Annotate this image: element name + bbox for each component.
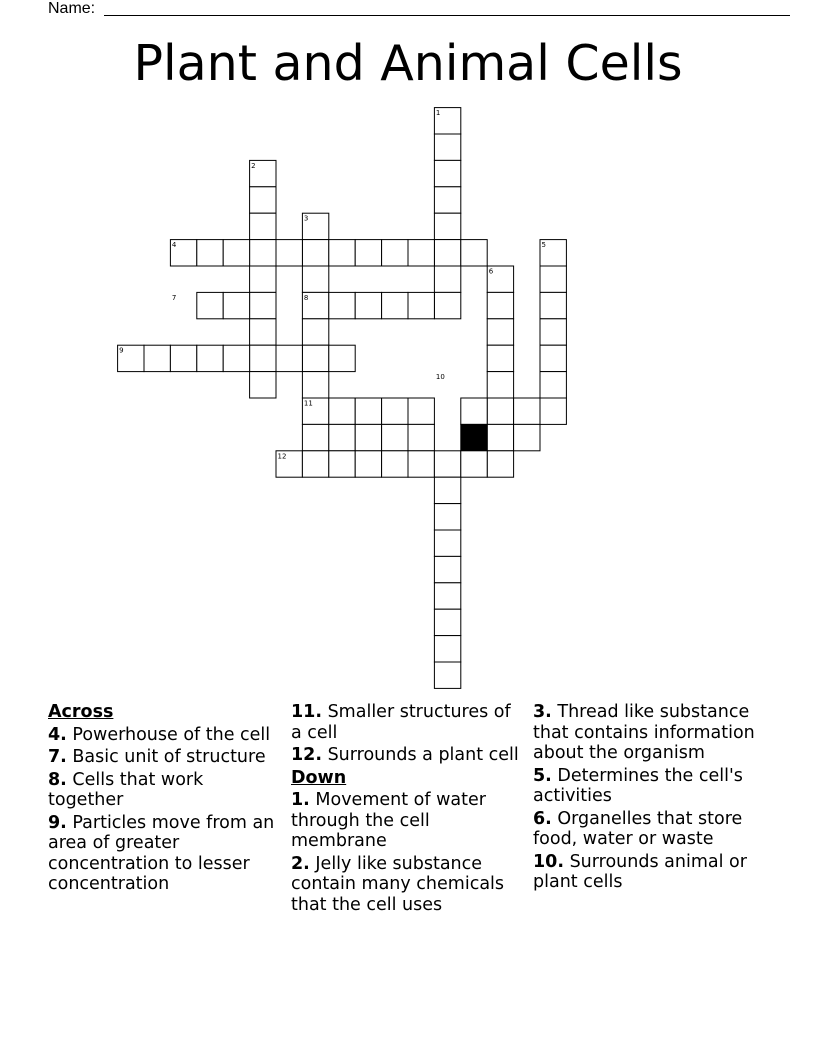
clue-text: Basic unit of structure bbox=[66, 747, 266, 767]
grid-cell[interactable] bbox=[408, 240, 434, 266]
grid-cell[interactable] bbox=[355, 240, 381, 266]
clue-item bbox=[291, 702, 523, 743]
grid-cell[interactable] bbox=[434, 451, 460, 477]
grid-cell[interactable] bbox=[250, 266, 276, 292]
clue-text: Cells that work together bbox=[48, 769, 204, 810]
grid-cell[interactable] bbox=[487, 398, 513, 424]
clue-text: Particles move from an area of greater concentration to lesser concentration bbox=[48, 812, 275, 894]
grid-cell[interactable] bbox=[302, 345, 328, 371]
grid-cell[interactable] bbox=[329, 424, 355, 450]
grid-cell[interactable] bbox=[461, 240, 487, 266]
clue-text: Organelles that store food, water or waste bbox=[533, 808, 743, 849]
grid-cell[interactable] bbox=[197, 345, 223, 371]
grid-cell[interactable] bbox=[382, 240, 408, 266]
clue-number: 5. bbox=[533, 765, 552, 786]
grid-cell[interactable] bbox=[408, 424, 434, 450]
grid-cell[interactable] bbox=[382, 451, 408, 477]
grid-cell[interactable] bbox=[434, 636, 460, 662]
down-heading: Down bbox=[291, 767, 347, 788]
grid-cell[interactable] bbox=[329, 292, 355, 318]
clue-number: 1. bbox=[291, 790, 310, 810]
clue-item bbox=[48, 725, 280, 746]
clue-number: 7. bbox=[48, 747, 67, 767]
clue-item bbox=[533, 852, 765, 893]
grid-cell[interactable] bbox=[434, 187, 460, 213]
grid-cell[interactable] bbox=[487, 319, 513, 345]
clue-number: 6. bbox=[533, 808, 552, 829]
grid-cell[interactable] bbox=[223, 345, 249, 371]
clue-number: 2. bbox=[291, 853, 310, 874]
grid-cell[interactable] bbox=[302, 372, 328, 398]
grid-cell[interactable] bbox=[250, 240, 276, 266]
clue-item bbox=[48, 747, 280, 768]
cell-number: 4 bbox=[171, 241, 177, 250]
grid-cell[interactable] bbox=[514, 398, 540, 424]
grid-cell[interactable] bbox=[197, 292, 223, 318]
grid-cell[interactable] bbox=[250, 372, 276, 398]
name-label: Name: bbox=[48, 0, 96, 17]
grid-cell[interactable] bbox=[276, 240, 302, 266]
clue-column-3 bbox=[533, 702, 765, 895]
grid-cell[interactable] bbox=[434, 213, 460, 239]
grid-cell[interactable] bbox=[434, 266, 460, 292]
clue-text: Thread like substance that contains information about the organism bbox=[533, 702, 755, 763]
grid-cell[interactable] bbox=[329, 398, 355, 424]
grid-cell[interactable] bbox=[355, 292, 381, 318]
grid-cell[interactable] bbox=[434, 240, 460, 266]
grid-cell[interactable] bbox=[434, 530, 460, 556]
grid-cell[interactable] bbox=[382, 292, 408, 318]
clue-text: Powerhouse of the cell bbox=[66, 724, 271, 745]
clue-column-1 bbox=[48, 702, 280, 897]
grid-cell[interactable] bbox=[487, 451, 513, 477]
grid-cell[interactable] bbox=[250, 187, 276, 213]
grid-cell[interactable] bbox=[487, 345, 513, 371]
clue-item bbox=[533, 766, 765, 807]
grid-cell[interactable] bbox=[223, 240, 249, 266]
grid-cell[interactable] bbox=[461, 398, 487, 424]
clue-text: Movement of water through the cell membrane bbox=[291, 790, 486, 851]
grid-cell[interactable] bbox=[329, 451, 355, 477]
grid-cell[interactable] bbox=[144, 345, 170, 371]
grid-cell[interactable] bbox=[223, 292, 249, 318]
grid-cell[interactable] bbox=[487, 372, 513, 398]
grid-cell[interactable] bbox=[302, 319, 328, 345]
clue-number: 12. bbox=[291, 745, 323, 765]
cell-number: 11 bbox=[303, 399, 313, 408]
cell-number: 5 bbox=[541, 241, 546, 250]
clue-text: Smaller structures of a cell bbox=[291, 702, 511, 743]
clue-item bbox=[533, 702, 765, 764]
grid-cell[interactable] bbox=[355, 398, 381, 424]
grid-cell[interactable] bbox=[540, 398, 566, 424]
grid-cell[interactable] bbox=[408, 451, 434, 477]
cell-number: 7 bbox=[171, 293, 177, 302]
grid-cell[interactable] bbox=[514, 424, 540, 450]
across-heading: Across bbox=[48, 702, 114, 722]
grid-cell[interactable] bbox=[540, 345, 566, 371]
clue-item bbox=[291, 790, 523, 852]
grid-cell[interactable] bbox=[250, 292, 276, 318]
clue-column-2 bbox=[291, 702, 523, 917]
grid-cell[interactable] bbox=[434, 504, 460, 530]
grid-cell[interactable] bbox=[382, 398, 408, 424]
grid-cell[interactable] bbox=[382, 424, 408, 450]
cell-number: 3 bbox=[303, 214, 309, 223]
grid-cell[interactable] bbox=[434, 134, 460, 160]
clue-item bbox=[533, 809, 765, 850]
grid-cell[interactable] bbox=[461, 451, 487, 477]
clue-text: Determines the cell's activities bbox=[533, 765, 743, 806]
grid-cell[interactable] bbox=[250, 213, 276, 239]
grid-cell[interactable] bbox=[540, 266, 566, 292]
clue-number: 11. bbox=[291, 702, 323, 722]
grid-cell[interactable] bbox=[540, 292, 566, 318]
clue-number: 8. bbox=[48, 769, 67, 790]
grid-cell[interactable] bbox=[540, 319, 566, 345]
clue-text: Surrounds animal or plant cells bbox=[533, 851, 747, 892]
grid-cell[interactable] bbox=[329, 240, 355, 266]
clue-text: Surrounds a plant cell bbox=[322, 745, 519, 765]
cell-number: 12 bbox=[277, 452, 287, 461]
grid-cell[interactable] bbox=[487, 424, 513, 450]
grid-cell[interactable] bbox=[487, 292, 513, 318]
page-title: Plant and Animal Cells bbox=[133, 35, 683, 92]
clue-item bbox=[291, 745, 523, 766]
grid-cell[interactable] bbox=[540, 372, 566, 398]
cell-number: 1 bbox=[435, 109, 441, 118]
grid-cell[interactable] bbox=[408, 292, 434, 318]
cell-number: 2 bbox=[251, 161, 256, 170]
grid-cell[interactable] bbox=[302, 424, 328, 450]
grid-cell[interactable] bbox=[250, 345, 276, 371]
grid-cell-blocked bbox=[461, 424, 487, 450]
cell-number: 9 bbox=[119, 346, 124, 355]
grid-cell[interactable] bbox=[434, 292, 460, 318]
grid-cell[interactable] bbox=[408, 398, 434, 424]
clue-item bbox=[48, 813, 280, 895]
grid-cell[interactable] bbox=[170, 345, 196, 371]
grid-cell[interactable] bbox=[434, 662, 460, 688]
grid-cell[interactable] bbox=[250, 319, 276, 345]
grid-cell[interactable] bbox=[355, 451, 381, 477]
grid-cell[interactable] bbox=[434, 160, 460, 186]
grid-cell[interactable] bbox=[302, 451, 328, 477]
cell-number: 8 bbox=[303, 293, 309, 302]
clue-item bbox=[291, 854, 523, 916]
grid-cell[interactable] bbox=[276, 345, 302, 371]
grid-cell[interactable] bbox=[434, 609, 460, 635]
grid-cell[interactable] bbox=[329, 345, 355, 371]
cell-number: 10 bbox=[435, 373, 445, 382]
clue-number: 4. bbox=[48, 724, 67, 745]
grid-cell[interactable] bbox=[302, 240, 328, 266]
clue-number: 10. bbox=[533, 851, 565, 872]
clue-item bbox=[48, 770, 280, 811]
grid-cell[interactable] bbox=[355, 424, 381, 450]
grid-cell[interactable] bbox=[302, 266, 328, 292]
clue-number: 9. bbox=[48, 812, 67, 833]
clue-number: 3. bbox=[533, 702, 552, 722]
grid-cell[interactable] bbox=[434, 583, 460, 609]
grid-cell[interactable] bbox=[434, 556, 460, 582]
clue-text: Jelly like substance contain many chemicals that the cell uses bbox=[291, 853, 505, 915]
cell-number: 6 bbox=[488, 267, 494, 276]
grid-cell[interactable] bbox=[197, 240, 223, 266]
grid-cell[interactable] bbox=[434, 477, 460, 503]
